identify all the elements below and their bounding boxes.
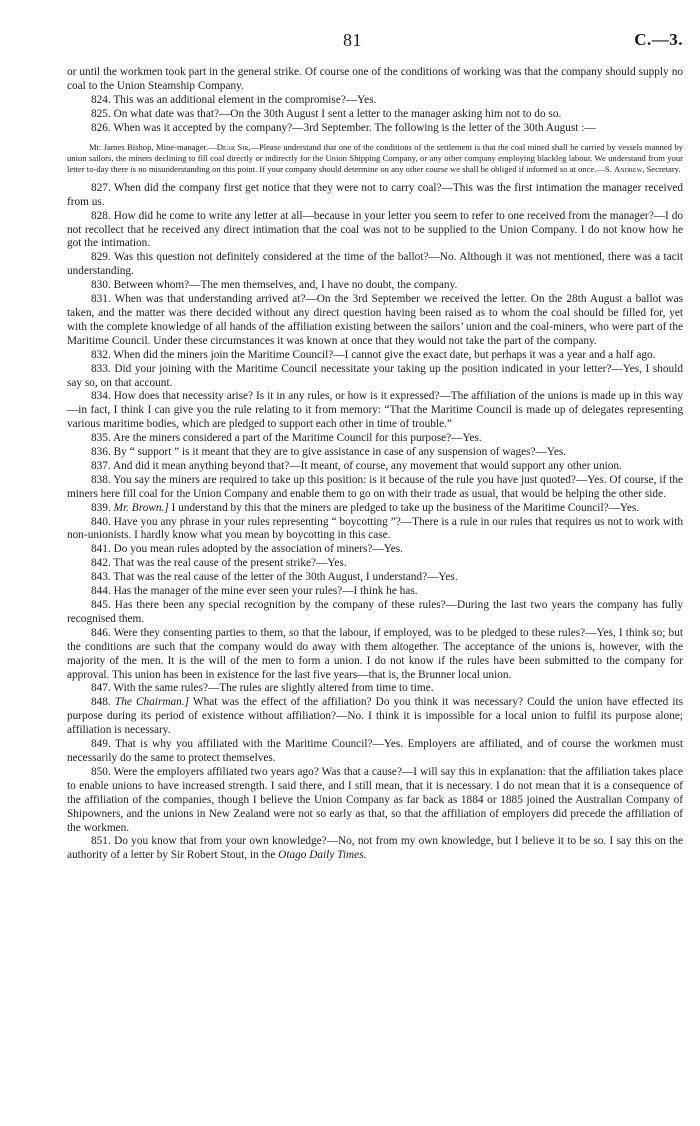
question-839: [67, 502, 683, 516]
question-833: 833. Did your joining with the Maritime Council necessitate your taking up the position indicated in your letter?—Yes, I should say so, on that account.: [67, 362, 683, 389]
letter-signatory: Andrew: [614, 163, 643, 174]
quoted-letter: [67, 142, 683, 175]
question-836: 836. By “ support ” is it meant that they are to give assistance in case of any suspension of wages?—Yes.: [91, 446, 567, 459]
question-840: 840. Have you any phrase in your rules representing “ boycotting ”?—There is a rule in our rules that requires us not to work with non-unionists. I hardly know what you mean by boycotting in this case.: [67, 515, 683, 542]
document-reference: C.—3.: [634, 30, 683, 49]
letter-signatory-title: , Secretary.: [642, 163, 681, 174]
question-text: 851. Do you know that from your own knowledge?—No, not from my own knowledge, but I believe it to be so. I say this on the authority of a letter by Sir Robert Stout, in the: [67, 835, 683, 862]
speaker-name: Mr. Brown.]: [113, 501, 169, 514]
document-page: [67, 30, 683, 863]
question-851: [67, 835, 683, 863]
question-841: 841. Do you mean rules adopted by the association of miners?—Yes.: [91, 543, 403, 556]
question-831: 831. When was that understanding arrived at?—On the 3rd September we received the letter. On the 28th August a ballot was taken, and the matter was there decided without any direct question having been raised as to whom the coal should be filled for, yet with the complete knowledge of all hands of the affiliation existing between the sailors’ union and the coal-miners, who were part of the Maritime Council. Under these circumstances it was known at once that they would not take the part of the company.: [67, 293, 683, 347]
question-824: 824. This was an additional element in the compromise?—Yes.: [91, 93, 377, 106]
letter-body: —Please understand that one of the conditions of the settlement is that the coal mined shall be carried by vessels manned by union sailors, the miners declining to fill coal directly or indirectly for the Union Shipping Company, or any other company employing blackleg labour. We understand from your letter to-day there is no misunderstanding on this point. If your company should determine on any other course we shall be obliged if informed so at once.—S.: [67, 141, 683, 174]
question-835: 835. Are the miners considered a part of the Maritime Council for this purpose?—Yes.: [91, 432, 482, 445]
question-828: 828. How did he come to write any letter at all—because in your letter you seem to refer to one received from the manager?—I do not recollect that he received any direct intimation that the coal was not to be supplied to the Union Company. I do not know how he got the intimation.: [67, 209, 683, 250]
question-842: 842. That was the real cause of the present strike?—Yes.: [91, 557, 347, 570]
question-text: I understand by this that the miners are pledged to take up the business of the Maritime Council?—Yes.: [171, 501, 640, 514]
question-text: What was the effect of the affiliation? Do you think it was necessary? Could the union have effected its purpose during its period of existence without affiliation?—No. I think it is impossible for a local union to fulfil its purpose alone; affiliation is necessary.: [67, 696, 684, 737]
speaker-name: The Chairman.]: [114, 696, 190, 709]
letter-addressee: Mr. James Bishop, Mine-manager.—: [89, 141, 217, 152]
question-838: 838. You say the miners are required to take up this position: is it because of the rule you have just quoted?—Yes. Of course, if the miners here fill coal for the Union Company and enable them to go on with their trade as usual, that would be helping the other side.: [67, 473, 683, 500]
question-830: 830. Between whom?—The men themselves, and, I have no doubt, the company.: [91, 279, 458, 292]
question-number: 848.: [91, 696, 111, 709]
question-849: 849. That is why you affiliated with the Maritime Council?—Yes. Employers are affiliated, and of course the workmen must necessarily do the same to protect themselves.: [67, 738, 683, 764]
document-body: [67, 66, 683, 863]
question-848: [67, 696, 683, 738]
question-834: 834. How does that necessity arise? Is it in any rules, or how is it expressed?—The affiliation of the unions is made up in this way—in fact, I think I can give you the rule relating to it from memory: “That the Maritime Council is made up of delegates representing various maritime bodies, which are pledged to support each other in time of trouble.”: [67, 390, 683, 431]
question-837: 837. And did it mean anything beyond that?—It meant, of course, any movement that would support any other union.: [91, 459, 622, 472]
source-title: Otago Daily Times: [278, 849, 364, 862]
question-844: 844. Has the manager of the mine ever seen your rules?—I think he has.: [91, 585, 418, 598]
question-832: 832. When did the miners join the Maritime Council?—I cannot give the exact date, but perhaps it was a year and a half ago.: [91, 348, 656, 361]
page-number: 81: [343, 30, 362, 50]
letter-salutation: Dear Sir,: [216, 141, 251, 152]
question-825: 825. On what date was that?—On the 30th August I sent a letter to the manager asking him not to do so.: [91, 107, 562, 120]
question-843: 843. That was the real cause of the letter of the 30th August, I understand?—Yes.: [91, 571, 458, 584]
question-number: 839.: [91, 501, 111, 514]
question-829: 829. Was this question not definitely considered at the time of the ballot?—No. Although it was not mentioned, there was a tacit understanding.: [67, 251, 683, 278]
question-846: 846. Were they consenting parties to them, so that the labour, if employed, was to be pledged to these rules?—Yes, I think so; but the conditions are such that the company would do away with them altogether. The acceptance of the unions is, however, with the majority of the men. It is the will of the men to form a union. I do not know if the rules have been submitted to the company for approval. This union has been in existence for the last five years—that is, the Brunner local union.: [67, 626, 683, 681]
question-847: 847. With the same rules?—The rules are slightly altered from time to time.: [91, 682, 434, 695]
continuation-paragraph: or until the workmen took part in the general strike. Of course one of the conditions of working was that the company should supply no coal to the Union Steamship Company.: [67, 66, 683, 92]
page-header: [67, 30, 683, 58]
question-850: 850. Were the employers affiliated two years ago? Was that a cause?—I will say this in explanation: that the affiliation takes place to enable unions to have increased strength. I said there, and I still mean, that it is necessary. I do not mean that it is a consequence of the affiliation of the companies, though I believe the Union Company as far back as 1884 or 1885 joined the Australian Company of Shipowners, and the unions in New Zealand were not so early as that, so that the affiliation of employers did precede the affiliation of the workmen.: [67, 765, 683, 834]
question-826: 826. When was it accepted by the company?—3rd September. The following is the letter of the 30th August :—: [91, 121, 596, 134]
source-trailing: .: [363, 849, 367, 862]
question-845: 845. Has there been any special recognition by the company of these rules?—During the last two years the company has fully recognised them.: [67, 599, 683, 625]
question-827: 827. When did the company first get notice that they were not to carry coal?—This was the first intimation the manager received from us.: [67, 181, 683, 208]
